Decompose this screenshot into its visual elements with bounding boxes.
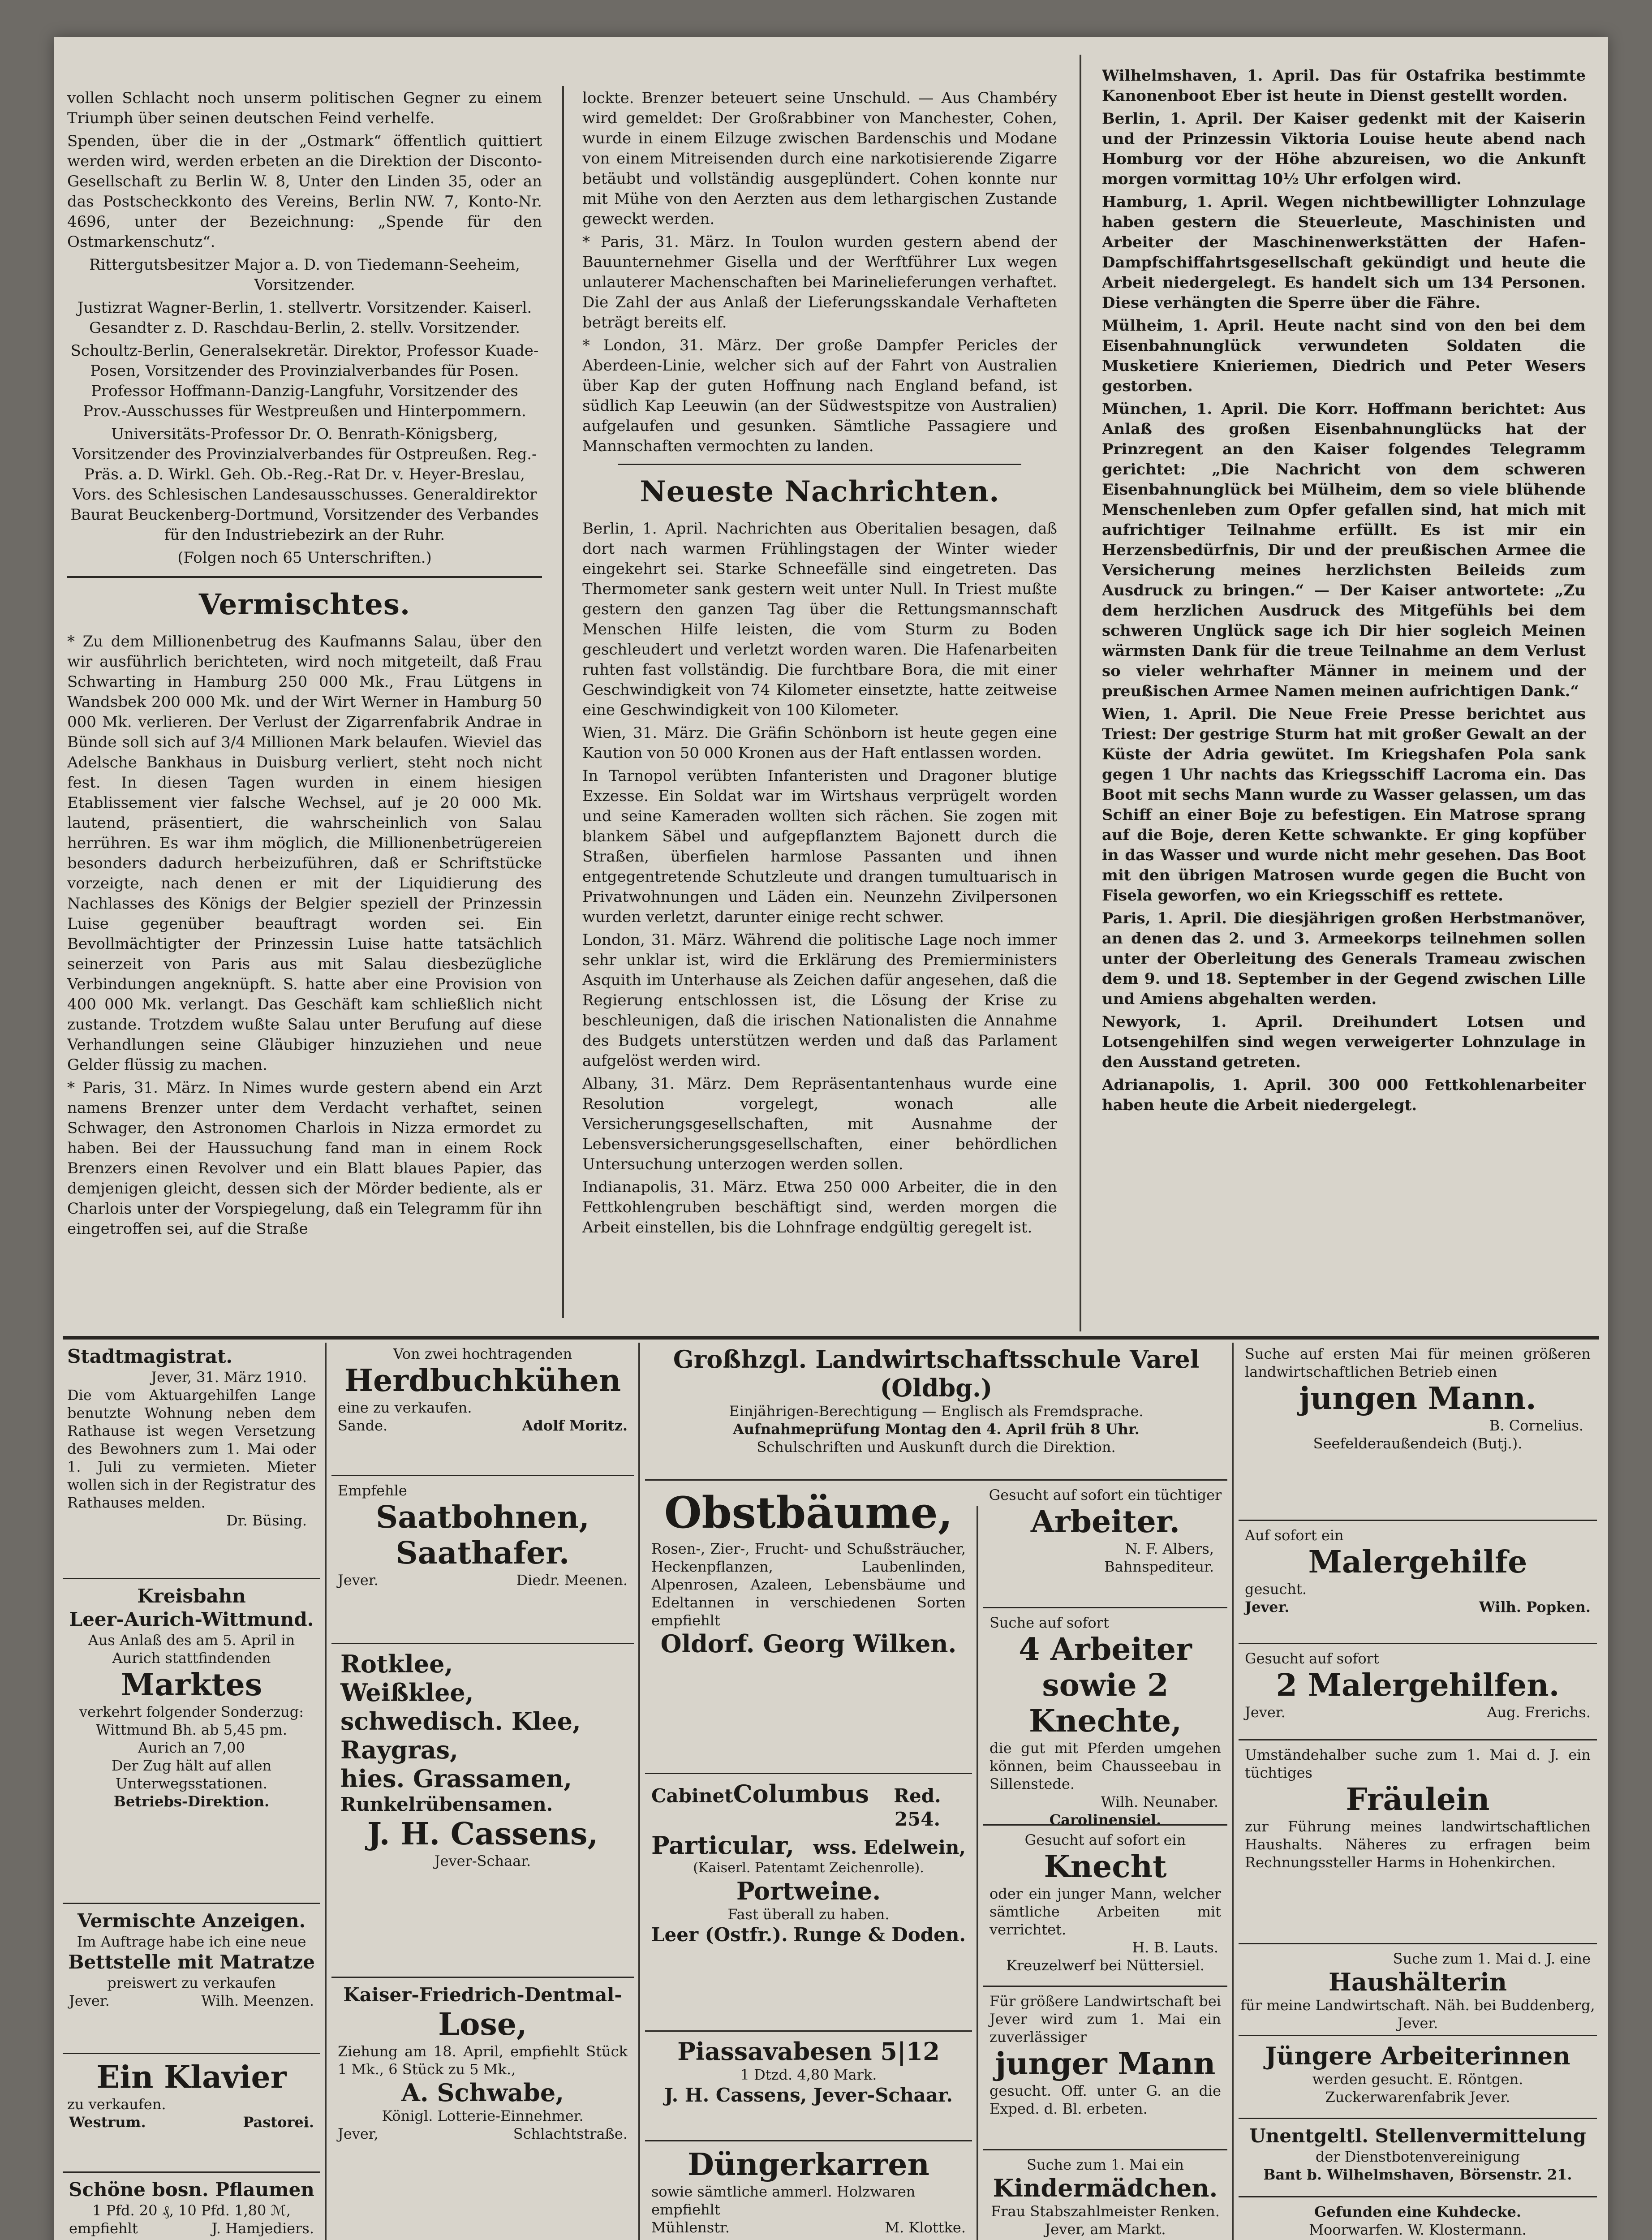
- ad-headline: Bettstelle mit Matratze: [68, 1951, 315, 1973]
- paragraph: lockte. Brenzer beteuert seine Unschuld. — Aus Chambéry wird gemeldet: Der Großrabbiner von Manchester, Cohen, wurde in einem Eilzuge zwischen Bardenschis und Modane von einem Mitreisenden durch eine narkotisierende Zigarre betäubt und vollständig ausgeplündert. Cohen konnte nur mit Mühe von den Aerzten aus dem lethargischen Zustande geweckt werden.: [582, 89, 1057, 228]
- paragraph: Spenden, über die in der „Ostmark“ öffentlich quittiert werden wird, werden erbeten an die Direktion der Disconto-Gesellschaft zu Berlin W. 8, Unter den Linden 35, oder an das Postscheckkonto des Vereins, Berlin NW. 7, Konto-Nr. 4696, unter der Bezeichnung: „Spende für den Ostmarkenschutz“.: [67, 132, 542, 251]
- ad-text: Suche auf sofort: [989, 1614, 1109, 1631]
- ad-portweine: [645, 1779, 972, 2032]
- ad-column-rule: [325, 1343, 327, 2240]
- signature-line: Universitäts-Professor Dr. O. Benrath-Königsberg, Vorsitzender des Provinzialverbandes für Ostpreußen. Reg.-Präs. a. D. Wirkl. Geh. Ob.-Reg.-Rat Dr. v. Heyer-Breslau, Vors. des Schlesischen Landesausschusses. Generaldirektor Baurat Beuckenberg-Dortmund, Vorsitzender des Verbandes für den Industriebezirk an der Ruhr.: [70, 425, 539, 544]
- ad-text: Moorwarfen. W. Klostermann.: [1309, 2221, 1527, 2238]
- ad-text: die gut mit Pferden umgehen können, beim Chausseebau in Sillenstede.: [989, 1740, 1221, 1792]
- ad-place: Leer (Ostfr.).: [651, 1924, 788, 1946]
- ad-text: Aurich an 7,00: [138, 1739, 245, 1756]
- signature-line: Justizrat Wagner-Berlin, 1. stellvertr. Vorsitzender. Kaiserl. Gesandter z. D. Raschdau-Berlin, 2. stellv. Vorsitzender.: [77, 299, 532, 337]
- paragraph: * London, 31. März. Der große Dampfer Pericles der Aberdeen-Linie, welcher sich auf der Fahrt von Australien über Kap der guten Hoffnung nach England befand, ist südlich Kap Leeuwin (an der Südwestspitze von Australien) aufgelaufen und gesunken. Sämtliche Passagiere und Mannschaften vermochten zu landen.: [582, 336, 1057, 455]
- ad-signature: Frau Stabszahlmeister Renken.: [991, 2203, 1220, 2220]
- ad-herdbuchkuehe: [331, 1345, 634, 1476]
- signature-line: Schoultz-Berlin, Generalsekretär. Direktor, Professor Kuade-Posen, Vorsitzender des Provinzialverbandes für Posen. Professor Hoffmann-Danzig-Langfuhr, Vorsitzender des Prov.-Ausschusses für Westpreußen und Hinterpommern.: [70, 342, 539, 420]
- paragraph: In Tarnopol verübten Infanteristen und Dragoner blutige Exzesse. Ein Soldat war im Wirtshaus verprügelt worden und seine Kameraden wollten sich rächen. Sie zogen mit blankem Säbel und aufgepflanztem Bajonett durch die Straßen, überfielen harmlose Passanten und ihnen entgegentretende Schutzleute und drangen tumultuarisch in Privatwohnungen und Läden ein. Neunzehn Zivilpersonen wurden verletzt, darunter einige recht schwer.: [582, 767, 1057, 926]
- ad-text: Rosen-, Zier-, Frucht- und Schußsträucher, Heckenpflanzen, Laubenlinden, Alpenrosen, Azaleen, Lebensbäume und Edeltannen in verschiedenen Sorten empfiehlt: [651, 1540, 966, 1629]
- ad-text: Wittmund Bh. ab 5,45 pm.: [95, 1721, 288, 1738]
- ad-text: Königl. Lotterie-Einnehmer.: [382, 2107, 584, 2124]
- ad-item: Rotklee,: [340, 1650, 453, 1678]
- ad-text: zur Führung meines landwirtschaftlichen Haushalts. Näheres zu erfragen beim Rechnungssteller Harms in Hohenkirchen.: [1245, 1818, 1591, 1871]
- ad-text: zu verkaufen.: [67, 2096, 166, 2113]
- article-column-1: [67, 88, 542, 1242]
- ad-text: Einjährigen-Berechtigung — Englisch als Fremdsprache.: [729, 1403, 1144, 1420]
- paragraph: Newyork, 1. April. Dreihundert Lotsen und Lotsengehilfen sind wegen verweigerter Lohnzulage in den Ausstand getreten.: [1102, 1013, 1586, 1071]
- ad-text: preiswert zu verkaufen: [107, 1974, 276, 1991]
- ad-headline: Kindermädchen.: [993, 2174, 1218, 2202]
- ad-text: Die vom Aktuargehilfen Lange benutzte Wohnung neben dem Rathause ist wegen Versetzung des Bewohners zum 1. Mai oder 1. Juli zu vermieten. Mieter wollen sich in der Registratur des Rathauses melden.: [67, 1387, 316, 1511]
- ad-text: verkehrt folgender Sonderzug:: [79, 1703, 304, 1720]
- paragraph: Indianapolis, 31. März. Etwa 250 000 Arbeiter, die in den Fettkohlengruben beschäftigt sind, werden morgen die Arbeit einstellen, bis die Lohnfrage endgültig geregelt ist.: [582, 1178, 1057, 1236]
- ad-headline: Jüngere Arbeiterinnen: [1265, 2042, 1570, 2070]
- ad-heading: Kaiser-Friedrich-Dentmal-: [343, 1984, 622, 2006]
- ad-headline: jungen Mann.: [1299, 1381, 1536, 1417]
- ad-text: Bant b. Wilhelmshaven, Börsenstr. 21.: [1263, 2166, 1572, 2183]
- ad-headline: Saatbohnen, Saathafer.: [376, 1499, 589, 1571]
- paragraph: London, 31. März. Während die politische Lage noch immer sehr unklar ist, wird die Erklärung des Premierministers Asquith im Unterhause als Zeichen dafür angesehen, daß die Regierung entschlossen ist, die Lösung der Krise zu beschleunigen, daß die irischen Nationalisten die Annahme des Budgets unterstützen werden und daß das Parlament aufgelöst werden wird.: [582, 931, 1057, 1070]
- ad-text: gesucht. Off. unter G. an die Exped. d. Bl. erbeten.: [989, 2082, 1221, 2117]
- paragraph: Paris, 1. April. Die diesjährigen großen Herbstmanöver, an denen das 2. und 3. Armeekorps teilnehmen sollen unter der Oberleitung des Generals Trameau zwischen dem 9. und 18. September in der Gegend zwischen Lille und Amiens abgehalten werden.: [1102, 909, 1586, 1008]
- ad-text: Umständehalber suche zum 1. Mai d. J. ein tüchtiges: [1245, 1746, 1591, 1781]
- ads-separator: [63, 1336, 1599, 1340]
- ad-kreisbahn: [63, 1585, 320, 1904]
- ad-text: gesucht.: [1245, 1581, 1307, 1598]
- ad-landwirtschaftsschule: [645, 1345, 1227, 1481]
- ad-headline: Portweine.: [736, 1877, 881, 1905]
- ad-signature: Aug. Frerichs.: [1487, 1704, 1591, 1721]
- ad-text: Schulschriften und Auskunft durch die Direktion.: [757, 1439, 1116, 1456]
- ad-arbeiter-albers: [983, 1486, 1227, 1608]
- ad-klavier: [63, 2059, 320, 2173]
- paragraph: Hamburg, 1. April. Wegen nichtbewilligter Lohnzulage haben gestern die Steuerleute, Maschinisten und Arbeiter der Maschinenwerkstätten der Hafen-Dampfschiffahrtsgesellschaft gekündigt und heute die Arbeit niedergelegt. Es handelt sich um 134 Personen. Diese verhängten die Sperre über die Fähre.: [1102, 193, 1586, 312]
- ad-place: Sande.: [338, 1417, 388, 1434]
- ad-headline: Haushälterin: [1329, 1968, 1507, 1996]
- ad-place: Jever.: [1245, 1704, 1286, 1721]
- ad-haushaelterin: [1239, 1950, 1597, 2036]
- section-title-neueste-nachrichten: Neueste Nachrichten.: [640, 475, 1000, 508]
- ad-text: Der Zug hält auf allen Unterwegsstationen.: [111, 1757, 272, 1792]
- ad-column-rule: [1232, 1343, 1234, 2240]
- ad-item: hies. Grassamen,: [340, 1764, 572, 1793]
- ad-saatbohnen: [331, 1482, 634, 1644]
- ad-arbeiterinnen: [1239, 2042, 1597, 2119]
- ad-text: Auf sofort ein: [1245, 1527, 1344, 1544]
- ad-obstbaeume: [645, 1486, 972, 1774]
- ad-place: Jever.: [338, 1572, 379, 1589]
- ad-pflaumen: [63, 2178, 320, 2240]
- ad-headline: Arbeiter.: [1030, 1504, 1180, 1540]
- ad-arbeiter-knechte: [983, 1614, 1227, 1826]
- ad-text: Gesucht auf sofort ein: [1024, 1831, 1186, 1848]
- ad-malergehilfe: [1239, 1526, 1597, 1644]
- newspaper-page: [54, 37, 1608, 2240]
- paragraph: Mülheim, 1. April. Heute nacht sind von den bei dem Eisenbahnunglück verwundeten Soldaten die Musketiere Knieriemen, Diedrich und Peter Wesers gestorben.: [1102, 317, 1586, 395]
- ad-place: Jever,: [338, 2125, 379, 2142]
- ad-item: Weißklee,: [340, 1678, 474, 1707]
- article-column-2: [582, 88, 1057, 1241]
- ad-text: Zuckerwarenfabrik Jever.: [1325, 2089, 1510, 2106]
- ad-text: sowie sämtliche ammerl. Holzwaren empfiehlt: [651, 2183, 916, 2218]
- ad-signature: N. F. Albers,: [1125, 1540, 1214, 1557]
- ad-headline: Lose,: [438, 2007, 527, 2042]
- ad-headline: 2 Malergehilfen.: [1276, 1667, 1560, 1703]
- ad-text: Suche zum 1. Mai ein: [1027, 2156, 1184, 2173]
- ad-heading: Stadtmagistrat.: [67, 1345, 233, 1367]
- ad-place: Jever, am Markt.: [1045, 2221, 1166, 2238]
- paragraph: * Zu dem Millionenbetrug des Kaufmanns Salau, über den wir ausführlich berichteten, wird noch mitgeteilt, daß Frau Schwarting in Hamburg 250 000 Mk., Frau Lütgens in Wandsbek 200 000 Mk. und der Wirt Werner in Hamburg 50 000 Mk. verlieren. Der Verlust der Zigarrenfabrik Andrae in Bünde soll sich auf 3/4 Millionen Mark belaufen. Wieviel das Adelsche Bankhaus in Duisburg verliert, steht noch nicht fest. In diesen Tagen wurden in einem hiesigen Etablissement vier falsche Wechsel, auf je 20 000 Mk. lautend, präsentiert, die wahrscheinlich von Salau herrühren. Es war ihm möglich, die Millionenbetrügereien besonders dadurch herbeizuführen, daß er Schriftstücke vorzeigte, nach denen er mit der Liquidierung des Nachlasses des Königs der Belgier speziell der Prinzessin Luise gegenüber beauftragt worden sei. Ein Bevollmächtigter der Prinzessin Luise hatte tatsächlich seinerzeit von Paris aus mit Salau diesbezügliche Verbindungen angeknüpft. S. hatte aber eine Provision von 400 000 Mk. verlangt. Das Geschäft kam schließlich nicht zustande. Trotzdem wußte Salau unter Berufung auf diese Verhandlungen seine Gläubiger hinzuziehen und neue Gelder flüssig zu machen.: [67, 633, 542, 1074]
- ad-headline: Particular,: [651, 1831, 795, 1860]
- ad-text: für meine Landwirtschaft. Näh. bei Buddenberg, Jever.: [1240, 1997, 1595, 2032]
- ad-signature: Wilh. Meenzen.: [201, 1992, 314, 2009]
- ad-signature: Diedr. Meenen.: [516, 1572, 628, 1589]
- ad-signature: H. B. Lauts.: [1132, 1939, 1218, 1956]
- ad-text: Gesucht auf sofort: [1245, 1650, 1379, 1667]
- ad-text: (Kaiserl. Patentamt Zeichenrolle).: [693, 1860, 924, 1876]
- ad-signature: M. Klottke.: [885, 2219, 966, 2236]
- column-rule: [562, 86, 564, 1318]
- ad-text: der Dienstbotenvereinigung: [1315, 2148, 1520, 2165]
- ad-signature: Pastorei.: [243, 2114, 314, 2131]
- ad-headline: Düngerkarren: [687, 2147, 929, 2183]
- ad-malergehilfen: [1239, 1650, 1597, 1740]
- paragraph: * Paris, 31. März. In Toulon wurden gestern abend der Bauunternehmer Gisella und der Werftführer Lux wegen unlauterer Machenschaften bei Marinelieferungen verhaftet. Die Zahl der aus Anlaß der Lieferungsskandale Verhafteten beträgt bereits elf.: [582, 233, 1057, 332]
- ad-signature: Dr. Büsing.: [226, 1512, 307, 1529]
- paragraph: Wilhelmshaven, 1. April. Das für Ostafrika bestimmte Kanonenboot Eber ist heute in Dienst gestellt worden.: [1102, 67, 1586, 105]
- ad-text: Cabinet: [651, 1785, 733, 1807]
- ad-piassavabesen: [645, 2037, 972, 2141]
- ad-bettstelle: [63, 1909, 320, 2054]
- ad-headline: junger Mann: [995, 2046, 1216, 2082]
- ad-stellenvermittelung: [1239, 2124, 1597, 2197]
- ad-text: Im Auftrage habe ich eine neue: [77, 1933, 306, 1950]
- ad-headline: Marktes: [120, 1667, 262, 1703]
- ad-headline: Schöne bosn. Pflaumen: [69, 2179, 314, 2201]
- ad-heading: Unentgeltl. Stellenvermittelung: [1249, 2125, 1586, 2147]
- section-divider: [618, 464, 1021, 465]
- ad-jungen-mann-cornelius: [1239, 1345, 1597, 1521]
- ad-column-rule: [638, 1343, 640, 2240]
- ad-text: Aus Anlaß des am 5. April in Aurich stattfindenden: [88, 1632, 295, 1667]
- ad-duengerkarren: [645, 2147, 972, 2240]
- ad-place: Kreuzelwerf bei Nüttersiel.: [1006, 1957, 1205, 1974]
- ad-dentmal-lose: [331, 1983, 634, 2240]
- ad-text: Von zwei hochtragenden: [393, 1345, 572, 1362]
- ad-kindermaedchen: [983, 2156, 1227, 2240]
- ad-stadtmagistrat: [63, 1345, 320, 1579]
- ad-text: Ziehung am 18. April, empfiehlt Stück 1 Mk., 6 Stück zu 5 Mk.,: [338, 2043, 628, 2078]
- paragraph: Berlin, 1. April. Der Kaiser gedenkt mit der Kaiserin und der Prinzessin Viktoria Louise heute abend nach Homburg vor der Höhe abzureisen, wo die Ankunft morgen vormittag 10½ Uhr erfolgen wird.: [1102, 110, 1586, 188]
- ad-text: Bahnspediteur.: [1104, 1558, 1214, 1575]
- ad-headline: Obstbäume,: [664, 1487, 953, 1538]
- ad-text: Suche zum 1. Mai d. J. eine: [1393, 1950, 1591, 1967]
- ad-signature: Runge & Doden.: [793, 1924, 966, 1946]
- ad-headline: Knecht: [1044, 1849, 1167, 1885]
- ad-headline: Columbus: [733, 1779, 869, 1808]
- ad-text: Schlachtstraße.: [513, 2125, 628, 2142]
- paragraph: vollen Schlacht noch unserm politischen Gegner zu einem Triumph über seinen deutschen Feind verhelfe.: [67, 89, 542, 127]
- ad-text: Red. 254.: [894, 1785, 941, 1830]
- ad-headline: Fräulein: [1346, 1782, 1490, 1818]
- ad-text: oder ein junger Mann, welcher sämtliche Arbeiten mit verrichtet.: [989, 1885, 1221, 1938]
- ad-saatgut-cassens: [331, 1650, 634, 1978]
- ad-text: eine zu verkaufen.: [338, 1399, 472, 1416]
- ad-signature: Betriebs-Direktion.: [113, 1793, 270, 1810]
- paragraph: Wien, 1. April. Die Neue Freie Presse berichtet aus Triest: Der gestrige Sturm hat mit großer Gewalt an der Küste der Adria gewütet. Im Kriegshafen Pola sank gegen 1 Uhr nachts das Kriegsschiff Lacroma ein. Das Boot mit sechs Mann wurde zu Wasser gelassen, um das Schiff an einer Boje zu befestigen. Ein Matrose sprang auf die Boje, deren Kette schwankte. Er ging kopfüber in das Wasser und wurde nicht mehr gesehen. Das Boot mit den übrigen Matrosen wurde gegen die Bucht von Fisela geworfen, wo ein Kriegsschiff es rettete.: [1102, 705, 1586, 905]
- ad-item: Runkelrübensamen.: [340, 1793, 553, 1815]
- ad-date: Jever, 31. März 1910.: [151, 1369, 307, 1386]
- ad-junger-mann: [983, 1992, 1227, 2150]
- paragraph: Albany, 31. März. Dem Repräsentantenhaus wurde eine Resolution vorgelegt, wonach alle Versicherungsgesellschaften, mit Ausnahme der Lebensversicherungsgesellschaften, einer behördlichen Untersuchung unterzogen werden sollen.: [582, 1075, 1057, 1173]
- ad-headline: A. Schwabe,: [401, 2078, 564, 2107]
- section-divider: [67, 576, 542, 578]
- ad-heading: Leer-Aurich-Wittmund.: [69, 1608, 314, 1630]
- ad-item: schwedisch. Klee,: [340, 1707, 581, 1736]
- ad-column-rule: [977, 1506, 978, 2240]
- ad-headline: J. H. Cassens,: [367, 1816, 598, 1852]
- section-title-vermischtes: Vermischtes.: [198, 588, 411, 621]
- paragraph: * Paris, 31. März. In Nimes wurde gestern abend ein Arzt namens Brenzer unter dem Verdacht verhaftet, seinen Schwager, den Astronomen Charlois in Nizza ermordet zu haben. Bei der Haussuchung fand man in einem Rock Brenzers einen Revolver und ein Blatt blaues Papier, das demjenigen gleicht, dessen sich der Mörder bediente, als er Charlois unter der Vorspiegelung, daß ein Telegramm für ihn eingetroffen sei, auf die Straße: [67, 1079, 542, 1238]
- ad-text: Aufnahmeprüfung Montag den 4. April früh 8 Uhr.: [733, 1421, 1140, 1438]
- ad-heading: Großhzgl. Landwirtschaftsschule Varel (Oldbg.): [673, 1345, 1200, 1402]
- ad-text: wss. Edelwein,: [813, 1836, 966, 1858]
- paragraph: Adrianapolis, 1. April. 300 000 Fettkohlenarbeiter haben heute die Arbeit niedergelegt.: [1102, 1076, 1586, 1114]
- ad-place: Jever-Schaar.: [434, 1852, 531, 1870]
- ad-place: Jever.: [1245, 1598, 1290, 1615]
- ad-signature: Adolf Moritz.: [522, 1417, 628, 1434]
- ad-text: 1 Pfd. 20 ₰, 10 Pfd. 1,80 ℳ,: [92, 2202, 291, 2219]
- ad-signature: Wilh. Neunaber.: [1101, 1793, 1218, 1810]
- article-column-3: [1102, 66, 1586, 1118]
- ad-text: werden gesucht. E. Röntgen.: [1312, 2071, 1523, 2088]
- ad-headline: Piassavabesen 5|12: [677, 2037, 940, 2066]
- ad-knecht: [983, 1831, 1227, 1987]
- ad-text: Suche auf ersten Mai für meinen größeren landwirtschaftlichen Betrieb einen: [1245, 1345, 1591, 1380]
- ad-item: Raygras,: [340, 1736, 458, 1764]
- column-rule: [1080, 55, 1081, 1331]
- paragraph: Wien, 31. März. Die Gräfin Schönborn ist heute gegen eine Kaution von 50 000 Kronen aus der Haft entlassen worden.: [582, 724, 1057, 762]
- ad-headline: Gefunden eine Kuhdecke.: [1314, 2203, 1521, 2220]
- signature-note: (Folgen noch 65 Unterschriften.): [177, 549, 432, 567]
- ad-kuhdecke: [1239, 2203, 1597, 2240]
- ad-headline: Malergehilfe: [1308, 1544, 1527, 1580]
- ad-fraeulein: [1239, 1746, 1597, 1944]
- ad-headline: Ein Klavier: [96, 2059, 287, 2095]
- signature-line: Rittergutsbesitzer Major a. D. von Tiedemann-Seeheim, Vorsitzender.: [89, 256, 520, 294]
- paragraph: München, 1. April. Die Korr. Hoffmann berichtet: Aus Anlaß des großen Eisenbahnunglücks hat der Prinzregent an den Kaiser folgendes Telegramm gerichtet: „Die Nachricht von dem schweren Eisenbahnunglück bei Mülheim, dem so viele blühende Menschenleben zum Opfer gefallen sind, hat mich mit aufrichtiger Teilnahme erfüllt. Es ist mir ein Herzensbedürfnis, Dir und der preußischen Armee die Versicherung meines herzlichsten Beileids zum Ausdruck zu bringen.“ — Der Kaiser antwortete: „Zu dem herzlichen Ausdruck des Mitgefühls bei dem schweren Unglück sage ich Dir hier sogleich Meinen wärmsten Dank für die treue Teilnahme an dem Verlust so vieler wehrhafter Männer in meinem und der preußischen Armee Namen meinen aufrichtigen Dank.“: [1102, 400, 1586, 700]
- ad-text: 1 Dtzd. 4,80 Mark.: [740, 2066, 877, 2083]
- ad-place: Carolinensiel.: [1049, 1811, 1162, 1826]
- ad-signature: Wilh. Popken.: [1479, 1598, 1591, 1615]
- ad-signature: B. Cornelius.: [1489, 1417, 1583, 1434]
- paragraph: Berlin, 1. April. Nachrichten aus Oberitalien besagen, daß dort nach warmen Frühlingstagen der Winter wieder eingekehrt sei. Starke Schneefälle sind eingetreten. Das Thermometer sank gestern weit unter Null. In Triest mußte gestern den ganzen Tag über die Rettungsmannschaft Menschen Hilfe leisten, die vom Sturm zu Boden geschleudert und verletzt worden waren. Die Hafenarbeiten ruhten fast vollständig. Die furchtbare Bora, die mit einer Geschwindigkeit von 74 Kilometer einsetzte, hatte zeitweise eine Geschwindigkeit von 100 Kilometer.: [582, 520, 1057, 719]
- ad-headline: Herdbuchkühen: [344, 1363, 621, 1399]
- ad-heading: Vermischte Anzeigen.: [77, 1910, 306, 1932]
- ad-text: Fast überall zu haben.: [727, 1906, 890, 1923]
- ad-signature: J. Hamjediers.: [211, 2220, 314, 2237]
- ad-text: Empfehle: [338, 1482, 407, 1499]
- ad-place: Mühlenstr.: [651, 2219, 730, 2236]
- ad-signature: Oldorf. Georg Wilken.: [660, 1629, 957, 1658]
- ad-place: Westrum.: [69, 2114, 146, 2131]
- ad-text: empfiehlt: [69, 2220, 138, 2237]
- ad-headline: 4 Arbeiter sowie 2 Knechte,: [1019, 1632, 1192, 1739]
- ad-text: Für größere Landwirtschaft bei Jever wird zum 1. Mai ein zuverlässiger: [989, 1993, 1221, 2046]
- ad-text: Gesucht auf sofort ein tüchtiger: [989, 1486, 1222, 1503]
- ad-heading: Kreisbahn: [137, 1585, 246, 1607]
- ad-place: Seefelderaußendeich (Butj.).: [1313, 1435, 1523, 1452]
- ad-signature: J. H. Cassens, Jever-Schaar.: [664, 2084, 953, 2106]
- ad-place: Jever.: [69, 1992, 110, 2009]
